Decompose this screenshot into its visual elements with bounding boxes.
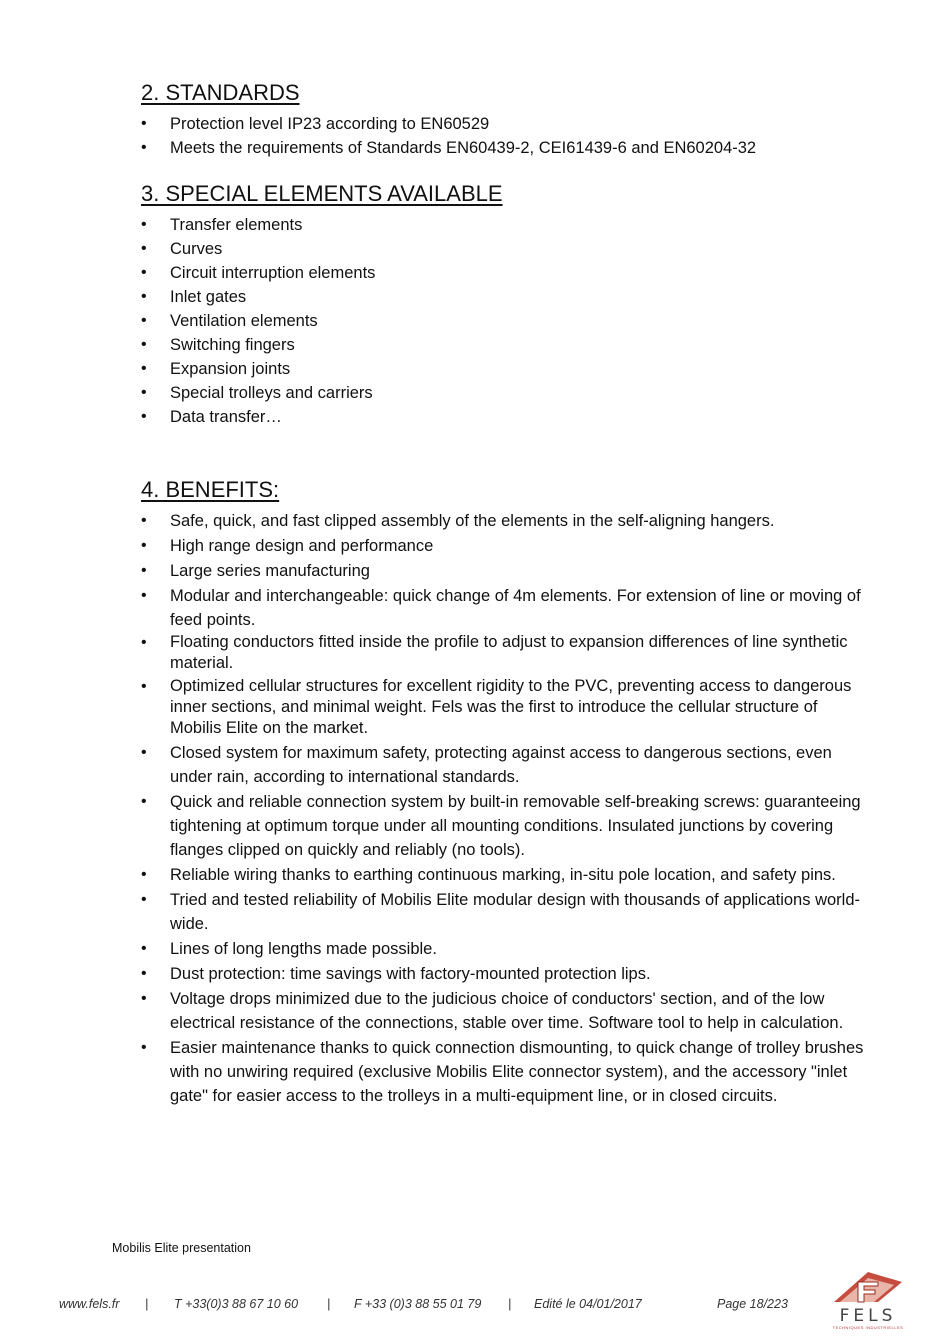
list-item: • Switching fingers [141,333,871,357]
list-item: • Circuit interruption elements [141,261,871,285]
list-item: • Easier maintenance thanks to quick connection dismounting, to quick change of trolley brushes with no unwiring required (exclusive Mobilis Elite connector system), and the accessory "inlet gate" for easier access to the trolleys in a multi-equipment line, or in closed circuits. [141,1036,871,1108]
list-item: • Tried and tested reliability of Mobilis Elite modular design with thousands of applications world-wide. [141,888,871,936]
list-item: • Reliable wiring thanks to earthing continuous marking, in-situ pole location, and safety pins. [141,863,871,887]
list-item: • Modular and interchangeable: quick change of 4m elements. For extension of line or moving of feed points. [141,584,871,632]
list-item: • Meets the requirements of Standards EN60439-2, CEI61439-6 and EN60204-32 [141,136,871,160]
standards-section [141,80,871,160]
list-item: • Transfer elements [141,213,871,237]
standards-list [141,112,871,160]
special-elements-section [141,181,871,429]
logo-wordmark: FELS [839,1306,897,1326]
special-elements-heading: 3. SPECIAL ELEMENTS AVAILABLE [141,181,503,206]
list-item: • Protection level IP23 according to EN60529 [141,112,871,136]
standards-heading: 2. STANDARDS [141,80,300,105]
footer-separator: | [508,1297,512,1311]
special-elements-list [141,213,871,429]
list-item: • Safe, quick, and fast clipped assembly of the elements in the self-aligning hangers. [141,509,871,533]
list-item: • Optimized cellular structures for excellent rigidity to the PVC, preventing access to dangerous inner sections, and minimal weight. Fels was the first to introduce the cellular structure of Mobilis Elite on the market. [141,676,871,739]
list-item: • High range design and performance [141,534,871,558]
list-item: • Inlet gates [141,285,871,309]
fels-logo [828,1268,908,1332]
fels-logo-icon [828,1268,908,1308]
footer-separator: | [327,1297,331,1311]
phone-number: T +33(0)3 88 67 10 60 [174,1297,299,1311]
page-number: Page 18/223 [717,1297,788,1311]
list-item: • Curves [141,237,871,261]
list-item: • Special trolleys and carriers [141,381,871,405]
list-item: • Lines of long lengths made possible. [141,937,871,961]
footer-separator: | [145,1297,149,1311]
list-item: • Data transfer… [141,405,871,429]
list-item: • Quick and reliable connection system by built-in removable self-breaking screws: guaranteeing tightening at optimum torque under all mounting conditions. Insulated junctions by covering flanges clipped on quickly and reliably (no tools). [141,790,871,862]
website-link[interactable]: www.fels.fr [59,1297,120,1311]
list-item: • Large series manufacturing [141,559,871,583]
logo-subtitle: TECHNIQUES INDUSTRIELLES [832,1325,904,1330]
list-item: • Floating conductors fitted inside the profile to adjust to expansion differences of line synthetic material. [141,632,871,674]
edit-date: Edité le 04/01/2017 [534,1297,642,1311]
list-item: • Voltage drops minimized due to the judicious choice of conductors' section, and of the low electrical resistance of the connections, stable over time. Software tool to help in calculation. [141,987,871,1035]
list-item: • Expansion joints [141,357,871,381]
fax-number: F +33 (0)3 88 55 01 79 [354,1297,482,1311]
benefits-section [141,477,871,1108]
document-title-note: Mobilis Elite presentation [112,1241,251,1255]
benefits-list [141,509,871,1108]
benefits-heading: 4. BENEFITS: [141,477,280,502]
list-item: • Dust protection: time savings with factory-mounted protection lips. [141,962,871,986]
list-item: • Closed system for maximum safety, protecting against access to dangerous sections, even under rain, according to international standards. [141,741,871,789]
list-item: • Ventilation elements [141,309,871,333]
